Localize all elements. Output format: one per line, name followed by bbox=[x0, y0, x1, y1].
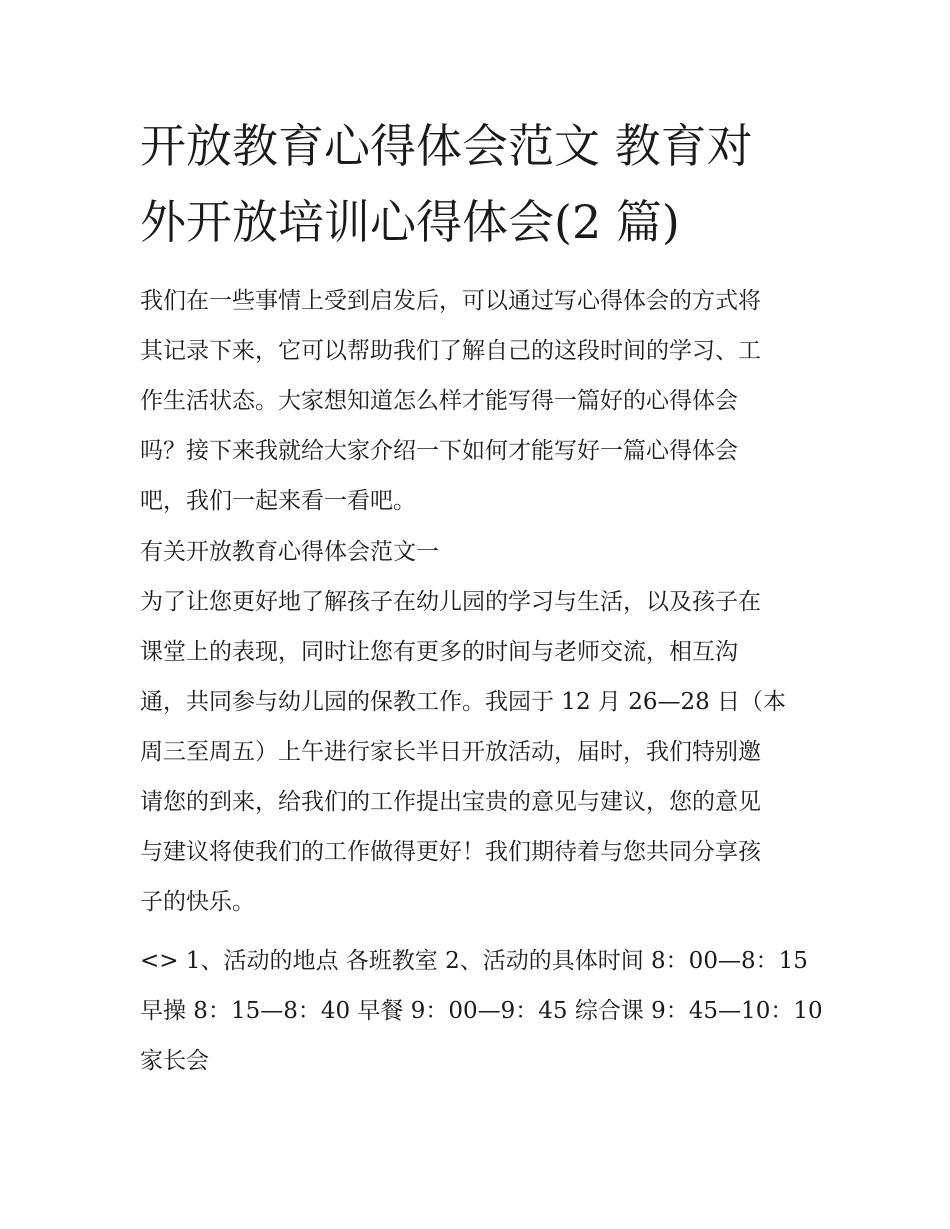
title-line: 开放教育心得体会范文 教育对 bbox=[140, 119, 753, 173]
intro-paragraph bbox=[140, 276, 820, 526]
text-line: 与建议将使我们的工作做得更好！我们期待着与您共同分享孩 bbox=[140, 839, 761, 865]
text-line: 我们在一些事情上受到启发后，可以通过写心得体会的方式将 bbox=[140, 288, 761, 314]
text-line: 为了让您更好地了解孩子在幼儿园的学习与生活，以及孩子在 bbox=[140, 589, 761, 615]
text-line: 课堂上的表现，同时让您有更多的时间与老师交流，相互沟 bbox=[140, 639, 738, 665]
text-line: 子的快乐。 bbox=[140, 889, 255, 915]
text-line: 吗？接下来我就给大家介绍一下如何才能写好一篇心得体会 bbox=[140, 438, 738, 464]
text-line: 请您的到来，给我们的工作提出宝贵的意见与建议，您的意见 bbox=[140, 789, 761, 815]
text-line: 作生活状态。大家想知道怎么样才能写得一篇好的心得体会 bbox=[140, 388, 738, 414]
text-line: 通，共同参与幼儿园的保教工作。我园于 12 月 26—28 日（本 bbox=[140, 689, 787, 715]
section-heading-text: 有关开放教育心得体会范文一 bbox=[140, 539, 439, 565]
document-title bbox=[140, 108, 820, 260]
schedule-paragraph bbox=[140, 936, 823, 1086]
title-line: 外开放培训心得体会(2 篇) bbox=[140, 195, 680, 249]
text-line: 吧，我们一起来看一看吧。 bbox=[140, 488, 416, 514]
text-line: 早操 8：15—8：40 早餐 9：00—9：45 综合课 9：45—10：10 bbox=[140, 998, 823, 1024]
text-line: 家长会 bbox=[140, 1048, 209, 1074]
text-line: 周三至周五）上午进行家长半日开放活动，届时，我们特别邀 bbox=[140, 739, 761, 765]
section-heading bbox=[140, 527, 820, 577]
text-line: 其记录下来，它可以帮助我们了解自己的这段时间的学习、工 bbox=[140, 338, 761, 364]
letter-paragraph bbox=[140, 577, 820, 927]
text-line: <> 1、活动的地点 各班教室 2、活动的具体时间 8：00—8：15 bbox=[140, 948, 808, 974]
